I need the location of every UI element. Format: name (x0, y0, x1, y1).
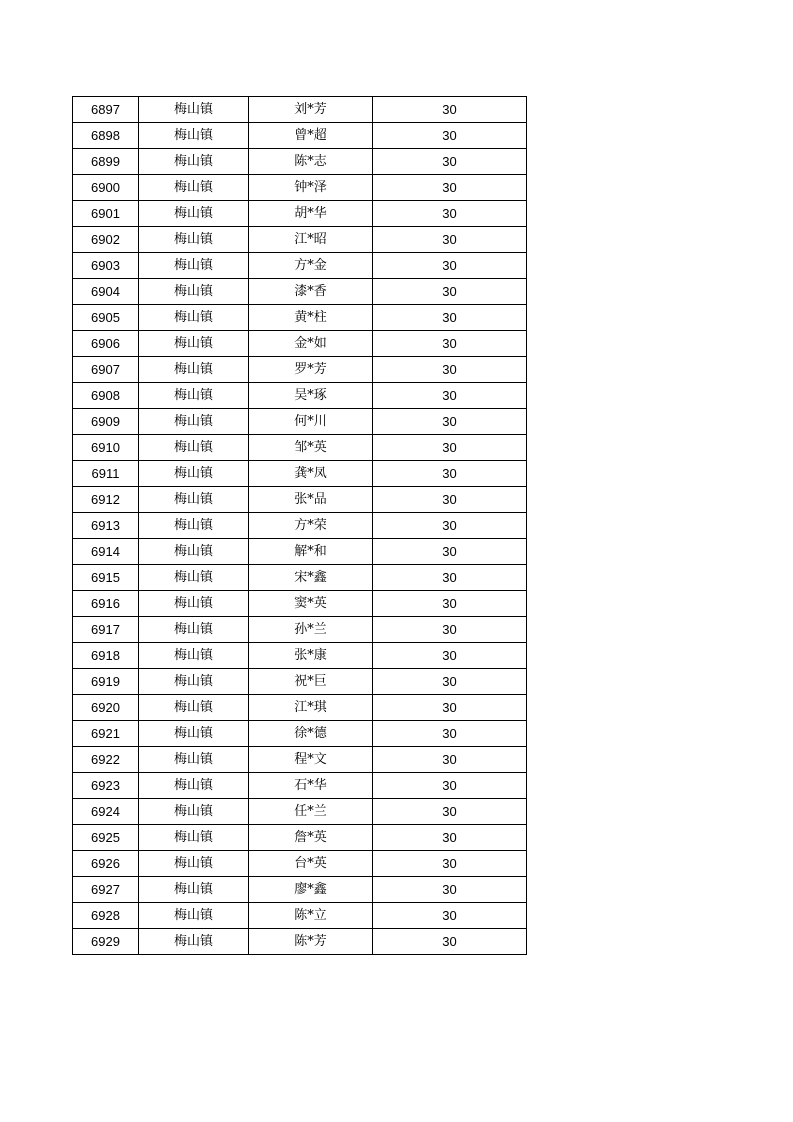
row-name-cell: 廖*鑫 (249, 877, 373, 903)
row-name-cell: 任*兰 (249, 799, 373, 825)
row-name-cell: 江*琪 (249, 695, 373, 721)
row-id-cell: 6929 (73, 929, 139, 955)
table-row (73, 695, 527, 721)
row-name-cell: 张*品 (249, 487, 373, 513)
row-id-cell: 6902 (73, 227, 139, 253)
row-name-cell: 方*金 (249, 253, 373, 279)
row-town-cell: 梅山镇 (139, 175, 249, 201)
row-name-cell: 孙*兰 (249, 617, 373, 643)
table-row (73, 253, 527, 279)
row-id-cell: 6900 (73, 175, 139, 201)
row-town-cell: 梅山镇 (139, 513, 249, 539)
row-name-cell: 程*文 (249, 747, 373, 773)
row-amount-cell: 30 (373, 877, 527, 903)
row-town-cell: 梅山镇 (139, 695, 249, 721)
row-amount-cell: 30 (373, 799, 527, 825)
row-town-cell: 梅山镇 (139, 305, 249, 331)
row-town-cell: 梅山镇 (139, 851, 249, 877)
row-id-cell: 6905 (73, 305, 139, 331)
row-id-cell: 6918 (73, 643, 139, 669)
row-town-cell: 梅山镇 (139, 669, 249, 695)
table-row (73, 409, 527, 435)
row-town-cell: 梅山镇 (139, 747, 249, 773)
row-amount-cell: 30 (373, 695, 527, 721)
row-amount-cell: 30 (373, 773, 527, 799)
row-id-cell: 6926 (73, 851, 139, 877)
row-town-cell: 梅山镇 (139, 773, 249, 799)
row-id-cell: 6907 (73, 357, 139, 383)
row-name-cell: 方*荣 (249, 513, 373, 539)
table-row (73, 747, 527, 773)
table-row (73, 851, 527, 877)
row-town-cell: 梅山镇 (139, 435, 249, 461)
row-town-cell: 梅山镇 (139, 877, 249, 903)
row-town-cell: 梅山镇 (139, 903, 249, 929)
row-name-cell: 詹*英 (249, 825, 373, 851)
row-id-cell: 6913 (73, 513, 139, 539)
row-id-cell: 6910 (73, 435, 139, 461)
row-town-cell: 梅山镇 (139, 201, 249, 227)
table-row (73, 591, 527, 617)
row-name-cell: 漆*香 (249, 279, 373, 305)
row-amount-cell: 30 (373, 825, 527, 851)
row-town-cell: 梅山镇 (139, 799, 249, 825)
row-amount-cell: 30 (373, 279, 527, 305)
row-id-cell: 6897 (73, 97, 139, 123)
table-row (73, 721, 527, 747)
table-row (73, 539, 527, 565)
table-row (73, 565, 527, 591)
row-amount-cell: 30 (373, 539, 527, 565)
table-row (73, 175, 527, 201)
row-id-cell: 6925 (73, 825, 139, 851)
row-name-cell: 钟*泽 (249, 175, 373, 201)
row-town-cell: 梅山镇 (139, 929, 249, 955)
row-amount-cell: 30 (373, 851, 527, 877)
row-id-cell: 6904 (73, 279, 139, 305)
row-name-cell: 张*康 (249, 643, 373, 669)
row-name-cell: 曾*超 (249, 123, 373, 149)
table-row (73, 877, 527, 903)
row-name-cell: 龚*凤 (249, 461, 373, 487)
table-row (73, 643, 527, 669)
row-name-cell: 窦*英 (249, 591, 373, 617)
table-row (73, 435, 527, 461)
row-id-cell: 6922 (73, 747, 139, 773)
row-id-cell: 6908 (73, 383, 139, 409)
row-town-cell: 梅山镇 (139, 825, 249, 851)
row-id-cell: 6915 (73, 565, 139, 591)
row-id-cell: 6909 (73, 409, 139, 435)
row-town-cell: 梅山镇 (139, 227, 249, 253)
row-id-cell: 6917 (73, 617, 139, 643)
table-row (73, 487, 527, 513)
row-amount-cell: 30 (373, 669, 527, 695)
row-id-cell: 6903 (73, 253, 139, 279)
row-town-cell: 梅山镇 (139, 721, 249, 747)
row-name-cell: 徐*德 (249, 721, 373, 747)
row-id-cell: 6914 (73, 539, 139, 565)
row-town-cell: 梅山镇 (139, 383, 249, 409)
row-name-cell: 金*如 (249, 331, 373, 357)
row-id-cell: 6916 (73, 591, 139, 617)
row-id-cell: 6921 (73, 721, 139, 747)
row-amount-cell: 30 (373, 929, 527, 955)
row-id-cell: 6920 (73, 695, 139, 721)
row-id-cell: 6912 (73, 487, 139, 513)
row-amount-cell: 30 (373, 383, 527, 409)
row-amount-cell: 30 (373, 331, 527, 357)
row-name-cell: 胡*华 (249, 201, 373, 227)
table-row (73, 123, 527, 149)
row-town-cell: 梅山镇 (139, 487, 249, 513)
row-amount-cell: 30 (373, 513, 527, 539)
row-town-cell: 梅山镇 (139, 539, 249, 565)
row-amount-cell: 30 (373, 487, 527, 513)
row-town-cell: 梅山镇 (139, 97, 249, 123)
row-town-cell: 梅山镇 (139, 123, 249, 149)
row-id-cell: 6911 (73, 461, 139, 487)
table-row (73, 903, 527, 929)
row-id-cell: 6906 (73, 331, 139, 357)
row-amount-cell: 30 (373, 357, 527, 383)
row-id-cell: 6923 (73, 773, 139, 799)
row-name-cell: 解*和 (249, 539, 373, 565)
row-id-cell: 6901 (73, 201, 139, 227)
row-name-cell: 刘*芳 (249, 97, 373, 123)
table-row (73, 201, 527, 227)
row-town-cell: 梅山镇 (139, 357, 249, 383)
row-name-cell: 陈*立 (249, 903, 373, 929)
table-row (73, 799, 527, 825)
table-row (73, 149, 527, 175)
row-name-cell: 陈*志 (249, 149, 373, 175)
row-town-cell: 梅山镇 (139, 591, 249, 617)
table-row (73, 669, 527, 695)
table-row (73, 383, 527, 409)
row-town-cell: 梅山镇 (139, 149, 249, 175)
row-amount-cell: 30 (373, 253, 527, 279)
row-amount-cell: 30 (373, 97, 527, 123)
row-amount-cell: 30 (373, 747, 527, 773)
row-name-cell: 黄*柱 (249, 305, 373, 331)
row-amount-cell: 30 (373, 721, 527, 747)
row-town-cell: 梅山镇 (139, 331, 249, 357)
row-name-cell: 陈*芳 (249, 929, 373, 955)
row-town-cell: 梅山镇 (139, 461, 249, 487)
table-row (73, 513, 527, 539)
table-row (73, 97, 527, 123)
table-row (73, 331, 527, 357)
row-amount-cell: 30 (373, 149, 527, 175)
row-amount-cell: 30 (373, 461, 527, 487)
row-name-cell: 宋*鑫 (249, 565, 373, 591)
row-id-cell: 6898 (73, 123, 139, 149)
row-town-cell: 梅山镇 (139, 643, 249, 669)
row-amount-cell: 30 (373, 227, 527, 253)
row-amount-cell: 30 (373, 409, 527, 435)
row-name-cell: 祝*巨 (249, 669, 373, 695)
table-row (73, 357, 527, 383)
row-name-cell: 何*川 (249, 409, 373, 435)
table-row (73, 617, 527, 643)
row-amount-cell: 30 (373, 643, 527, 669)
row-name-cell: 邹*英 (249, 435, 373, 461)
row-id-cell: 6928 (73, 903, 139, 929)
row-amount-cell: 30 (373, 617, 527, 643)
table-row (73, 461, 527, 487)
row-id-cell: 6899 (73, 149, 139, 175)
row-town-cell: 梅山镇 (139, 565, 249, 591)
row-amount-cell: 30 (373, 565, 527, 591)
table-row (73, 227, 527, 253)
table-row (73, 929, 527, 955)
row-amount-cell: 30 (373, 903, 527, 929)
row-town-cell: 梅山镇 (139, 409, 249, 435)
records-table-body (73, 97, 527, 955)
row-name-cell: 江*昭 (249, 227, 373, 253)
row-amount-cell: 30 (373, 123, 527, 149)
row-amount-cell: 30 (373, 175, 527, 201)
row-name-cell: 石*华 (249, 773, 373, 799)
row-amount-cell: 30 (373, 305, 527, 331)
row-amount-cell: 30 (373, 201, 527, 227)
row-amount-cell: 30 (373, 435, 527, 461)
table-row (73, 773, 527, 799)
table-row (73, 305, 527, 331)
row-town-cell: 梅山镇 (139, 279, 249, 305)
table-row (73, 279, 527, 305)
row-name-cell: 台*英 (249, 851, 373, 877)
row-id-cell: 6924 (73, 799, 139, 825)
row-id-cell: 6927 (73, 877, 139, 903)
row-id-cell: 6919 (73, 669, 139, 695)
row-town-cell: 梅山镇 (139, 253, 249, 279)
row-town-cell: 梅山镇 (139, 617, 249, 643)
records-table (72, 96, 527, 955)
row-name-cell: 吴*琢 (249, 383, 373, 409)
row-amount-cell: 30 (373, 591, 527, 617)
table-row (73, 825, 527, 851)
row-name-cell: 罗*芳 (249, 357, 373, 383)
